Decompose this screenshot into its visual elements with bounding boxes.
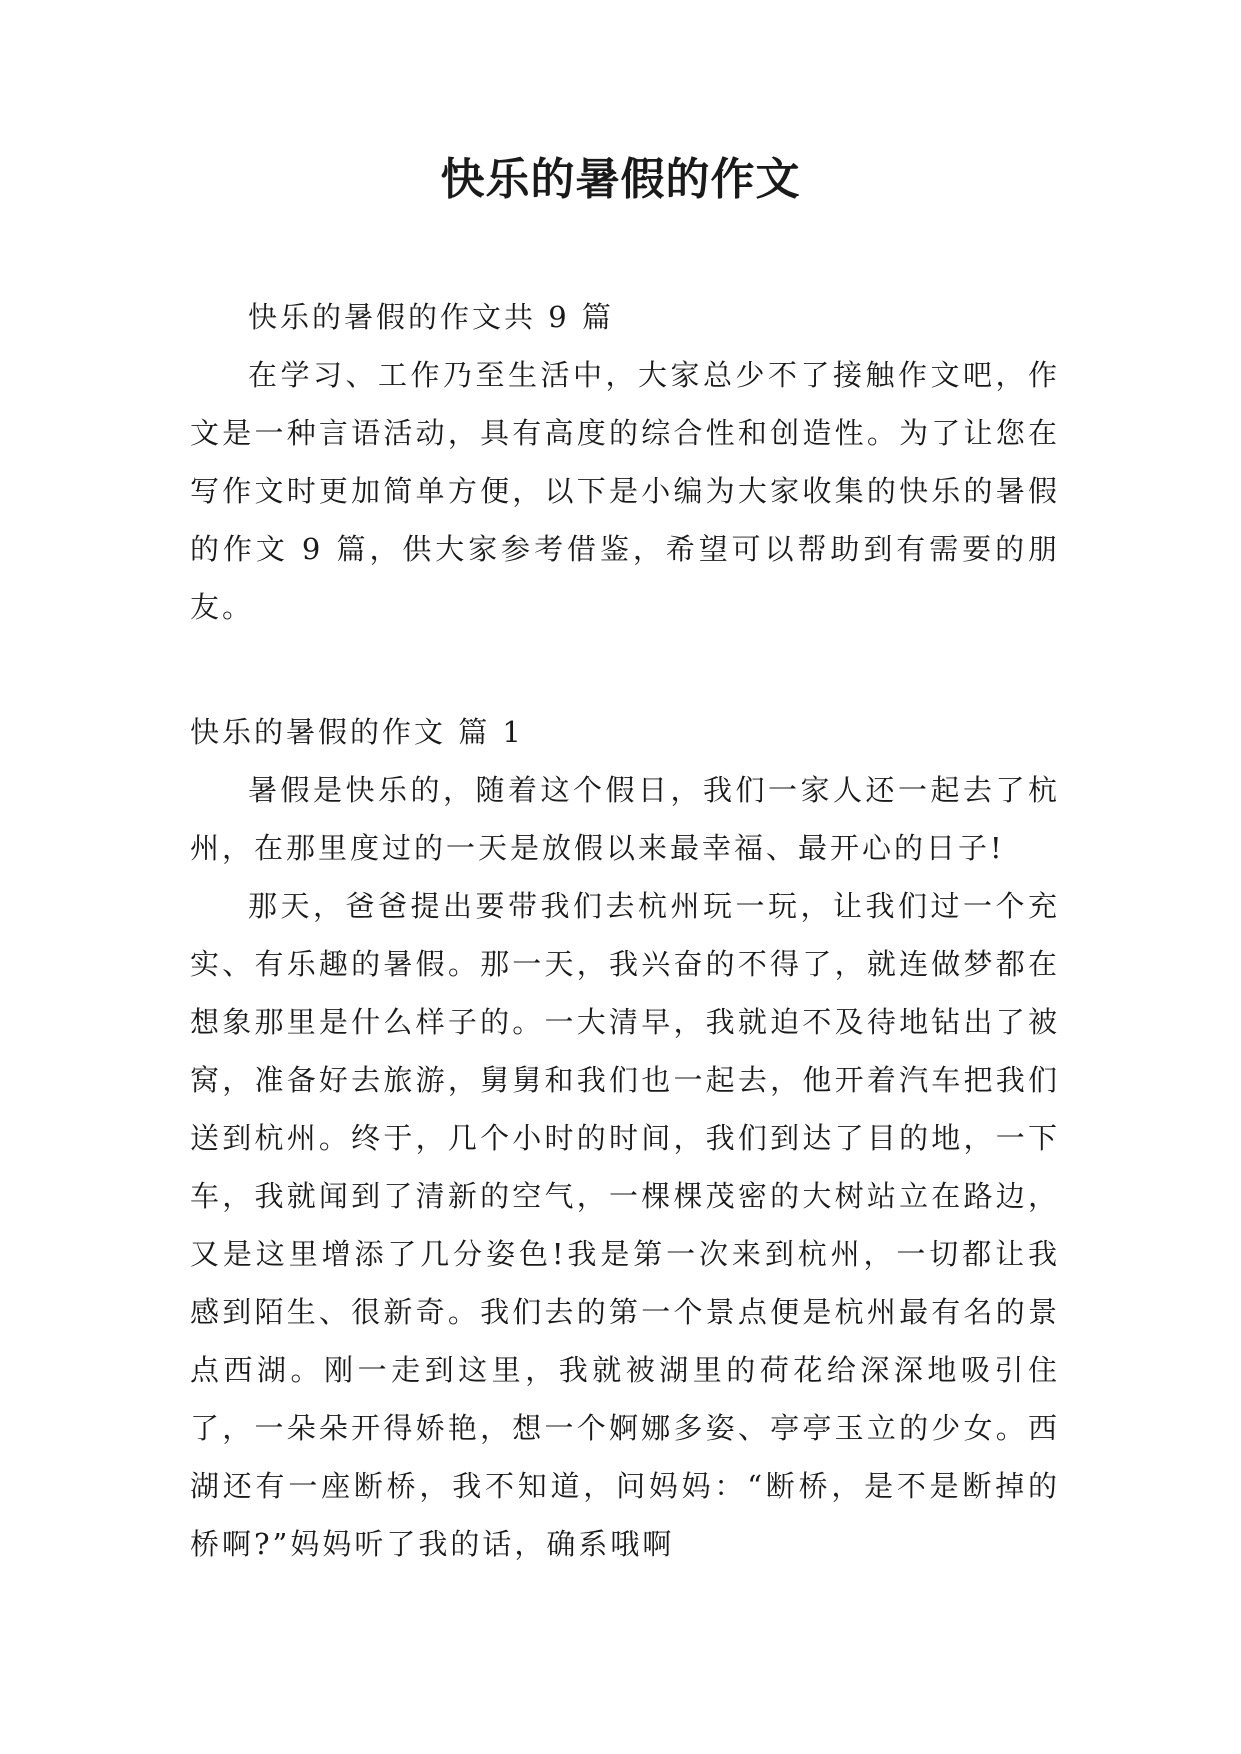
essay-paragraph-2: 那天，爸爸提出要带我们去杭州玩一玩，让我们过一个充实、有乐趣的暑假。那一天，我兴奋的不得了，就连做梦都在想象那里是什么样子的。一大清早，我就迫不及待地钻出了被窝，准备好去旅游，舅舅和我们也一起去，他开着汽车把我们送到杭州。终于，几个小时的时间，我们到达了目的地，一下车，我就闻到了清新的空气，一棵棵茂密的大树站立在路边，又是这里增添了几分姿色!我是第一次来到杭州，一切都让我感到陌生、很新奇。我们去的第一个景点便是杭州最有名的景点西湖。刚一走到这里，我就被湖里的荷花给深深地吸引住了，一朵朵开得娇艳，想一个婀娜多姿、亭亭玉立的少女。西湖还有一座断桥，我不知道，问妈妈：“断桥，是不是断掉的桥啊?”妈妈听了我的话，确系哦啊 [190,889,1060,1561]
intro-section [190,288,1060,636]
essay-section-1 [190,703,1060,1573]
intro-summary: 快乐的暑假的作文共 9 篇 [248,300,614,334]
section-heading: 快乐的暑假的作文 篇 1 [190,715,524,749]
essay-paragraph-1: 暑假是快乐的，随着这个假日，我们一家人还一起去了杭州，在那里度过的一天是放假以来最幸福、最开心的日子! [190,773,1060,865]
document-title: 快乐的暑假的作文 [440,154,801,205]
intro-paragraph: 在学习、工作乃至生活中，大家总少不了接触作文吧，作文是一种言语活动，具有高度的综合性和创造性。为了让您在写作文时更加简单方便，以下是小编为大家收集的快乐的暑假的作文 9 篇，供大家参考借鉴，希望可以帮助到有需要的朋友。 [190,358,1060,624]
